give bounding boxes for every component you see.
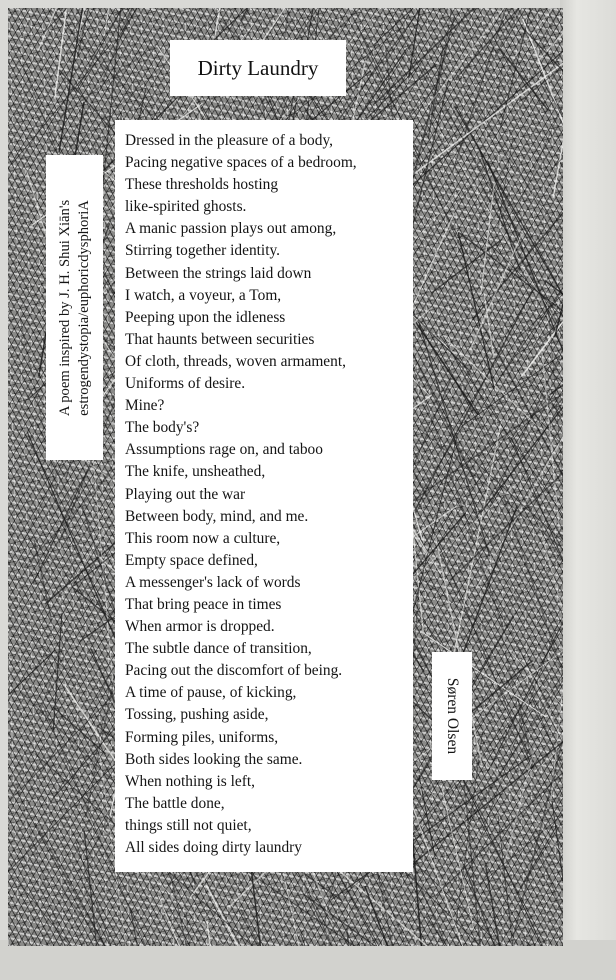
hatch-stroke: [61, 8, 159, 11]
hatch-stroke: [560, 404, 563, 561]
poem-line: Both sides looking the same.: [125, 750, 303, 768]
hatch-stroke: [31, 635, 75, 679]
hatch-stroke: [241, 909, 374, 946]
dedication-line-2: estrogendystopia/euphoricdysphoriA: [75, 199, 92, 416]
poem-body: [115, 120, 413, 872]
hatch-stroke: [502, 636, 530, 765]
poem-line: Forming piles, uniforms,: [125, 728, 279, 746]
poem-line: Pacing negative spaces of a bedroom,: [125, 154, 357, 172]
hatch-stroke: [498, 816, 527, 946]
poem-line: Assumptions rage on, and taboo: [125, 441, 323, 459]
poem-line: The subtle dance of transition,: [125, 640, 312, 658]
dedication-line-1: A poem inspired by J. H. Shui Xiān's: [56, 199, 73, 416]
hatch-stroke: [538, 8, 563, 61]
hatch-stroke: [543, 8, 563, 43]
hatch-stroke: [439, 10, 520, 69]
poem-line: The knife, unsheathed,: [125, 463, 266, 481]
hatch-stroke: [485, 329, 563, 545]
poem-line: like-spirited ghosts.: [125, 198, 247, 216]
poem-line: The body's?: [125, 419, 200, 437]
poem-line: When armor is dropped.: [125, 618, 275, 636]
hatch-stroke: [454, 8, 525, 169]
hatch-stroke: [118, 8, 162, 36]
hatch-stroke: [35, 823, 115, 946]
hatch-stroke: [206, 885, 347, 946]
poem-line: A manic passion plays out among,: [125, 220, 337, 238]
hatch-stroke: [84, 831, 114, 947]
poem-line: That haunts between securities: [125, 330, 315, 348]
hatch-stroke: [334, 8, 463, 126]
poem-line: The battle done,: [125, 794, 225, 812]
poem-line: Between body, mind, and me.: [125, 507, 309, 525]
poem-line: That bring peace in times: [125, 595, 282, 613]
hatch-stroke: [39, 637, 67, 715]
poem-line: This room now a culture,: [125, 529, 281, 547]
hatch-stroke: [22, 8, 84, 44]
poem-line: Pacing out the discomfort of being.: [125, 662, 343, 680]
poem-line: Peeping upon the idleness: [125, 308, 286, 326]
poem-line: Dressed in the pleasure of a body,: [125, 132, 333, 149]
poem-line: A time of pause, of kicking,: [125, 684, 297, 702]
adjacent-page: [560, 0, 616, 980]
hatch-stroke: [510, 652, 563, 836]
hatch-stroke: [489, 142, 535, 198]
hatch-stroke: [531, 242, 563, 349]
hatch-stroke: [436, 773, 563, 895]
hatch-stroke: [457, 342, 479, 419]
poem-line: These thresholds hosting: [125, 176, 279, 194]
poem-line: Playing out the war: [125, 485, 246, 503]
hatch-stroke: [393, 632, 564, 850]
hatch-stroke: [557, 653, 563, 804]
hatch-stroke: [457, 935, 564, 946]
hatch-stroke: [186, 907, 205, 946]
poem-line: Empty space defined,: [125, 551, 258, 569]
author-name: Søren Olsen: [444, 677, 461, 755]
poem-line: I watch, a voyeur, a Tom,: [125, 286, 282, 304]
author-box: [432, 652, 472, 780]
hatch-stroke: [500, 8, 532, 128]
title-box: [170, 40, 346, 96]
hatch-stroke: [285, 8, 299, 39]
hatch-stroke: [39, 8, 111, 50]
poem-line: Between the strings laid down: [125, 264, 312, 282]
poem-title: Dirty Laundry: [197, 55, 319, 80]
hatch-stroke: [120, 8, 273, 38]
hatch-stroke: [466, 454, 563, 546]
dedication-text: [56, 158, 94, 458]
page-bottom-margin: [0, 940, 616, 980]
hatch-stroke: [240, 8, 390, 21]
hatch-stroke: [421, 888, 466, 946]
poem-line: Stirring together identity.: [125, 242, 281, 260]
hatch-stroke: [432, 239, 502, 293]
hatch-stroke: [33, 470, 87, 583]
dedication-box: [46, 155, 103, 460]
hatch-stroke: [528, 926, 563, 946]
hatch-stroke: [78, 8, 117, 39]
poem-line: When nothing is left,: [125, 772, 255, 790]
hatch-stroke: [481, 236, 563, 417]
hatch-stroke: [470, 234, 522, 350]
hatch-stroke: [11, 44, 110, 165]
poem-line: Mine?: [125, 397, 165, 415]
hatch-stroke: [403, 604, 563, 770]
hatch-stroke: [503, 495, 563, 761]
hatch-stroke: [62, 890, 232, 946]
hatch-stroke: [533, 413, 563, 486]
poem-line: Tossing, pushing aside,: [125, 706, 269, 724]
poem-line: things still not quiet,: [125, 816, 252, 834]
poem-line: All sides doing dirty laundry: [125, 839, 302, 856]
hatch-stroke: [558, 532, 563, 669]
hatch-stroke: [426, 8, 563, 108]
hatch-stroke: [523, 939, 564, 946]
poem-line: Of cloth, threads, woven armament,: [125, 352, 346, 370]
poem-line: A messenger's lack of words: [125, 573, 301, 591]
poem-line: Uniforms of desire.: [125, 375, 246, 393]
